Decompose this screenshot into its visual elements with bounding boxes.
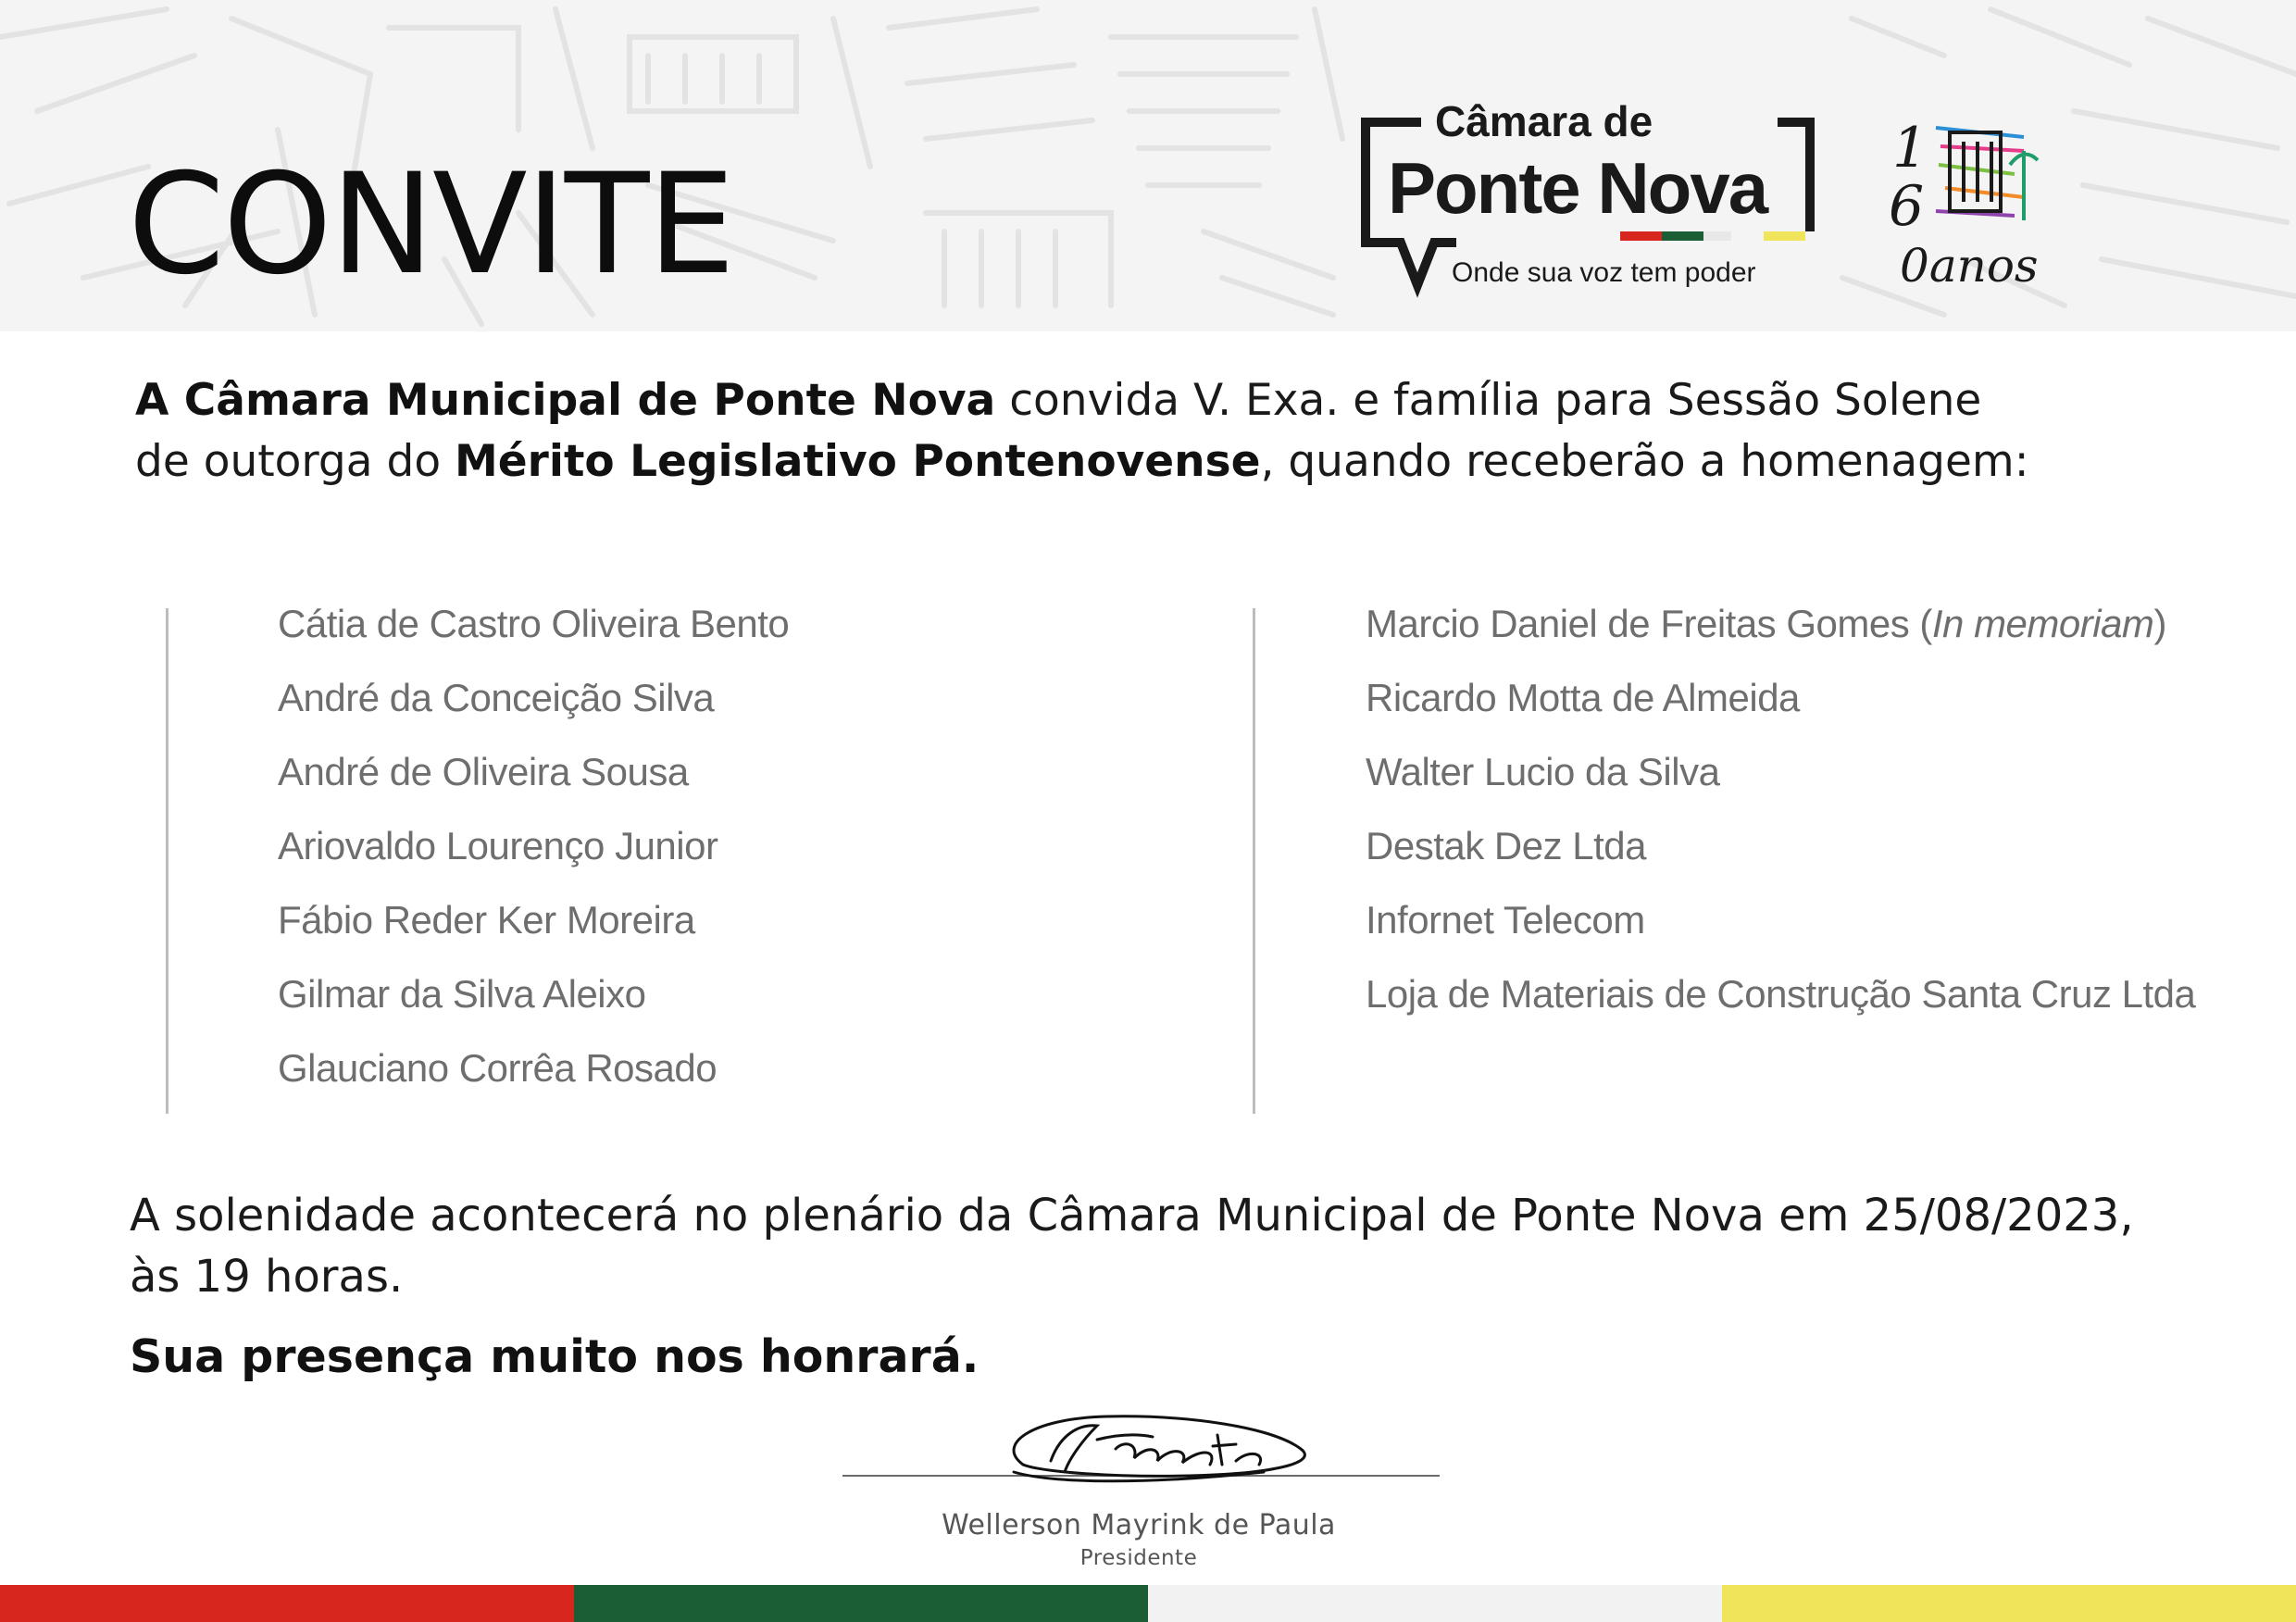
left-column-divider [166,608,168,1114]
event-line-1: A solenidade acontecerá no plenário da Câmara Municipal de Ponte Nova em 25/08/2023, [130,1190,2134,1241]
intro-line-2 [135,431,2172,493]
honoree-close-paren: ) [2153,602,2166,645]
footer-yellow-stripe [1722,1585,2296,1622]
honoree-item: Walter Lucio da Silva [1366,750,1720,793]
closing-text: Sua presença muito nos honrará. [130,1330,980,1383]
footer-green-stripe [574,1585,1148,1622]
signer-name: Wellerson Mayrink de Paula [942,1509,1336,1541]
intro-invite-text: convida V. Exa. e família para Sessão Solene [995,375,1982,426]
logo-top-text: Câmara de [1435,97,1653,145]
intro-paragraph [135,370,2172,493]
footer-color-bar [0,1585,2296,1622]
intro-text-end: , quando receberão a homenagem: [1260,436,2029,487]
logo-main-text: Ponte Nova [1388,147,1767,229]
honoree-item [1366,593,2195,667]
anniversary-seal [1885,109,2042,294]
honoree-name: Marcio Daniel de Freitas Gomes ( [1366,602,1932,645]
page-title: CONVITE [128,144,734,306]
handwritten-signature-icon [838,1407,1440,1509]
intro-text-start: de outorga do [135,436,455,487]
honoree-item: Destak Dez Ltda [1366,824,1646,867]
honoree-item: Loja de Materiais de Construção Santa Cruz Ltda [1366,972,2196,1016]
logo-slogan: Onde sua voz tem poder [1452,257,1756,288]
honoree-item: Infornet Telecom [1366,898,1645,942]
honoree-item: Cátia de Castro Oliveira Bento [278,602,790,645]
svg-text:6: 6 [1889,174,1925,239]
right-column-divider [1253,608,1255,1114]
footer-red-stripe [0,1585,574,1622]
honoree-item: Gilmar da Silva Aleixo [278,972,646,1016]
honoree-item: André da Conceição Silva [278,676,715,719]
honoree-item: Ricardo Motta de Almeida [1366,676,1800,719]
intro-line-1 [135,370,2172,431]
svg-text:1: 1 [1892,116,1928,181]
intro-institution: A Câmara Municipal de Ponte Nova [135,375,996,426]
event-line-2: às 19 horas. [130,1251,404,1303]
honoree-item: Ariovaldo Lourenço Junior [278,824,718,867]
honorees-left-list [278,593,789,1111]
in-memoriam-note: In memoriam [1931,602,2154,645]
honoree-item: Glauciano Corrêa Rosado [278,1046,718,1090]
honoree-item: Fábio Reder Ker Moreira [278,898,695,942]
signature-block [838,1407,1440,1574]
camara-logo [1356,93,1838,301]
intro-award-name: Mérito Legislativo Pontenovense [455,436,1261,487]
signer-role: Presidente [1079,1546,1198,1570]
honorees-right-list [1366,593,2195,1037]
footer-white-stripe [1148,1585,1722,1622]
event-details [130,1185,2134,1307]
honoree-item: André de Oliveira Sousa [278,750,689,793]
anniversary-label: 0anos [1900,239,2039,293]
